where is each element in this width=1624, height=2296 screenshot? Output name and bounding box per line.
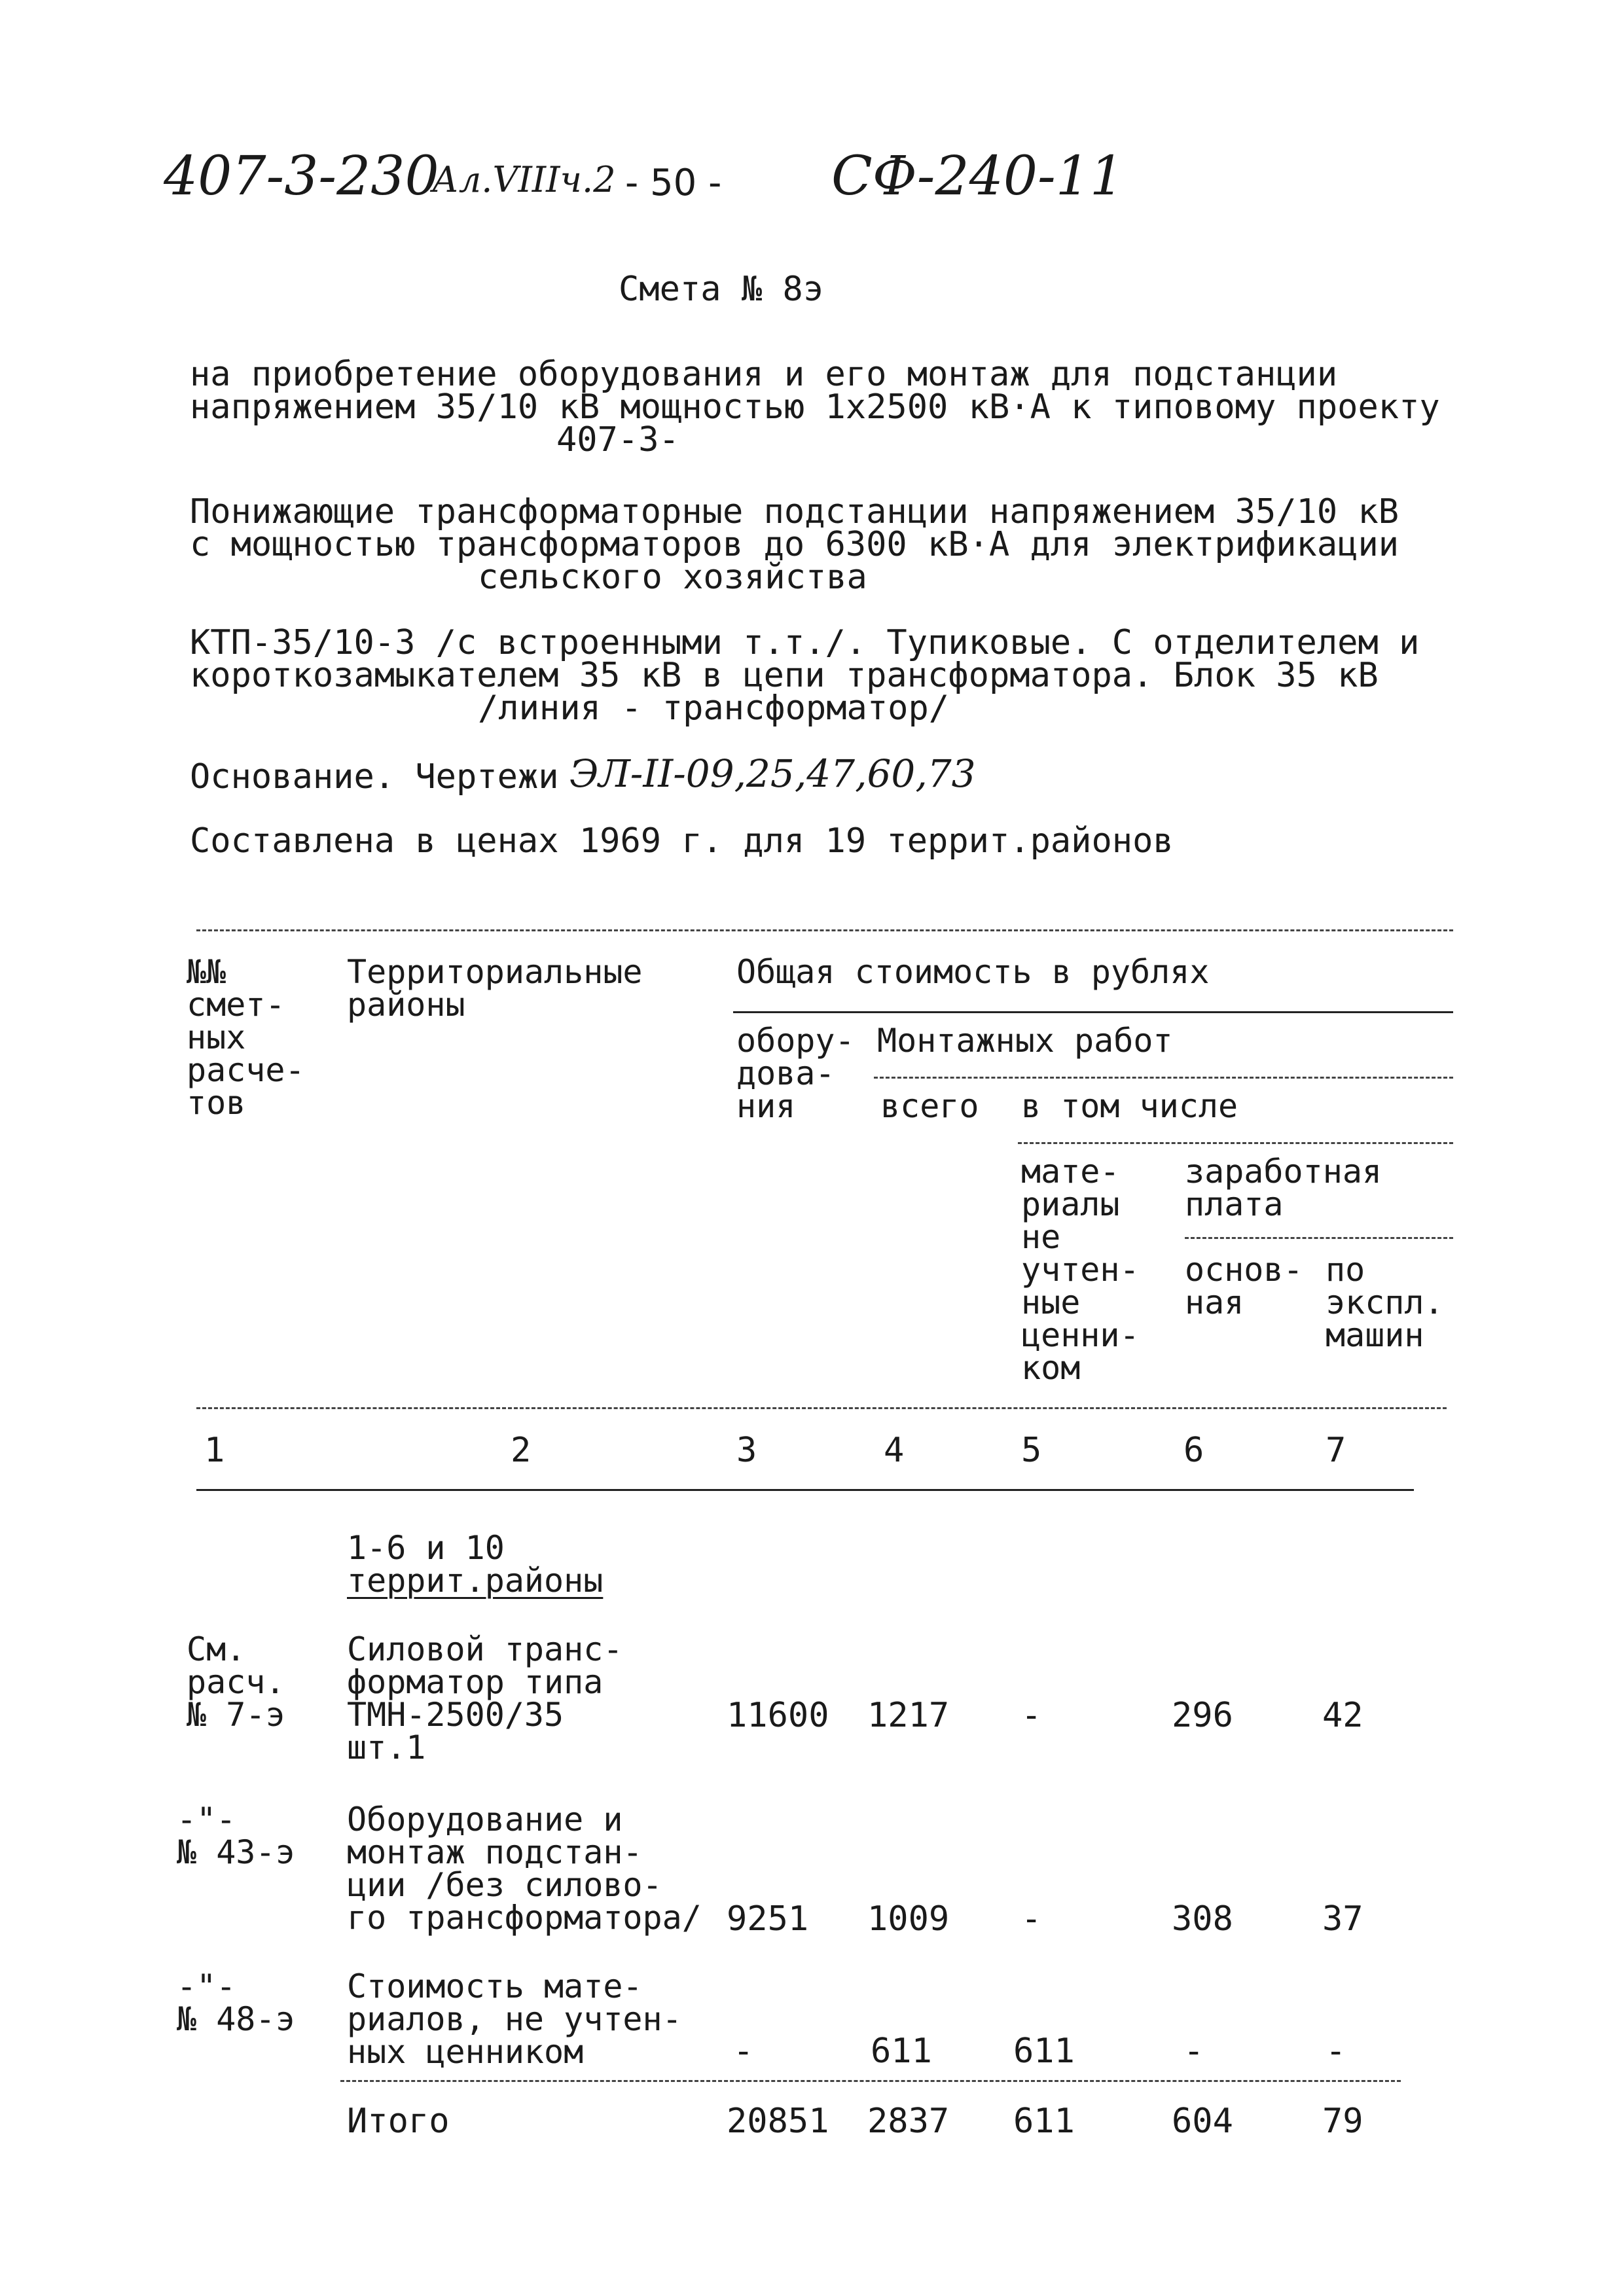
header-materials: мате- риалы не учтен- ные ценни- ком: [1021, 1153, 1140, 1387]
subtitle-line-1: на приобретение оборудования и его монтаж для подстанции: [190, 355, 1338, 394]
col-number-6: 6: [1183, 1431, 1204, 1470]
doc-suffix: Ал.VIIIч.2: [432, 159, 616, 200]
total-equipment: 20851: [727, 2102, 829, 2141]
row-machines: 42: [1322, 1696, 1363, 1735]
col-number-1: 1: [204, 1431, 225, 1470]
row-ref: См. расч. № 7-э: [187, 1630, 285, 1734]
col-number-5: 5: [1021, 1431, 1042, 1470]
col-number-3: 3: [736, 1431, 757, 1470]
row-all: 1217: [867, 1696, 950, 1735]
page-number: - 50 -: [625, 162, 722, 204]
row-materials: -: [1021, 1696, 1042, 1735]
project-line-3: сельского хозяйства: [478, 558, 867, 597]
row-equipment: 11600: [727, 1696, 829, 1735]
total-materials: 611: [1013, 2102, 1075, 2141]
header-total-cost: Общая стоимость в рублях: [736, 953, 1210, 991]
project-line-2: с мощностью трансформаторов до 6300 кВ·А для электрификации: [190, 525, 1399, 564]
subtitle-line-2: напряжением 35/10 кВ мощностью 1х2500 кВ·А к типовому проекту: [190, 387, 1440, 427]
project-line-1: Понижающие трансформаторные подстанции напряжением 35/10 кВ: [190, 492, 1399, 531]
row-equipment: -: [733, 2032, 754, 2071]
row-basic: 296: [1172, 1696, 1233, 1735]
row-machines: 37: [1322, 1899, 1363, 1939]
header-wages: заработная плата: [1185, 1153, 1382, 1223]
rule-above-col-numbers: [196, 1407, 1447, 1409]
sheet-code: СФ-240-11: [831, 145, 1125, 207]
header-including: в том числе: [1021, 1087, 1238, 1125]
col-number-7: 7: [1326, 1431, 1346, 1470]
header-equipment: обору- дова- ния: [736, 1022, 855, 1125]
row-name: Оборудование и монтаж подстан- ции /без силово- го трансформатора/: [347, 1801, 702, 1937]
basis-drawings: ЭЛ-II-09,25,47,60,73: [569, 751, 976, 796]
header-machine-wages: по экспл. машин: [1326, 1251, 1444, 1354]
rule-under-total-cost: [733, 1011, 1453, 1013]
rule-under-including: [1018, 1142, 1453, 1144]
rule-under-col-numbers: [196, 1489, 1414, 1491]
col-number-2: 2: [511, 1431, 532, 1470]
total-label: Итого: [347, 2102, 450, 2141]
subtitle-line-3: 407-3-: [556, 420, 679, 459]
row-ref: -"- № 48-э: [177, 1967, 295, 2038]
rule-under-installation: [874, 1077, 1453, 1079]
rule-above-total: [340, 2080, 1401, 2082]
prices-line: Составлена в ценах 1969 г. для 19 террит.районов: [190, 821, 1174, 861]
ktp-line-2: короткозамыкателем 35 кВ в цепи трансформатора. Блок 35 кВ: [190, 656, 1379, 695]
row-equipment: 9251: [727, 1899, 809, 1939]
doc-code: 407-3-230: [164, 145, 439, 207]
header-installation: Монтажных работ: [877, 1022, 1173, 1060]
header-all: всего: [880, 1087, 979, 1125]
header-territorial-regions: Территориальные районы: [347, 953, 643, 1024]
rule-under-wages: [1185, 1237, 1453, 1239]
basis-label: Основание. Чертежи: [190, 757, 559, 797]
table-top-rule: [196, 929, 1453, 931]
row-materials: 611: [1013, 2032, 1075, 2071]
row-basic: -: [1183, 2032, 1204, 2071]
row-all: 611: [871, 2032, 932, 2071]
header-basic-wages: основ- ная: [1185, 1251, 1303, 1321]
row-machines: -: [1326, 2032, 1346, 2071]
group-title: 1-6 и 10 террит.районы: [347, 1529, 604, 1600]
col-number-4: 4: [884, 1431, 905, 1470]
header-calc-number: №№ смет- ных расче- тов: [187, 953, 305, 1122]
total-all: 2837: [867, 2102, 950, 2141]
row-materials: -: [1021, 1899, 1042, 1939]
estimate-title: Смета № 8э: [619, 270, 824, 309]
row-name: Стоимость мате- риалов, не учтен- ных ценником: [347, 1967, 682, 2071]
total-machines: 79: [1322, 2102, 1363, 2141]
total-basic: 604: [1172, 2102, 1233, 2141]
row-all: 1009: [867, 1899, 950, 1939]
row-ref: -"- № 43-э: [177, 1801, 295, 1871]
ktp-line-1: КТП-35/10-3 /с встроенными т.т./. Тупиковые. С отделителем и: [190, 623, 1420, 662]
row-basic: 308: [1172, 1899, 1233, 1939]
ktp-line-3: /линия - трансформатор/: [478, 689, 950, 728]
row-name: Силовой транс- форматор типа ТМН-2500/35 шт.1: [347, 1630, 623, 1767]
